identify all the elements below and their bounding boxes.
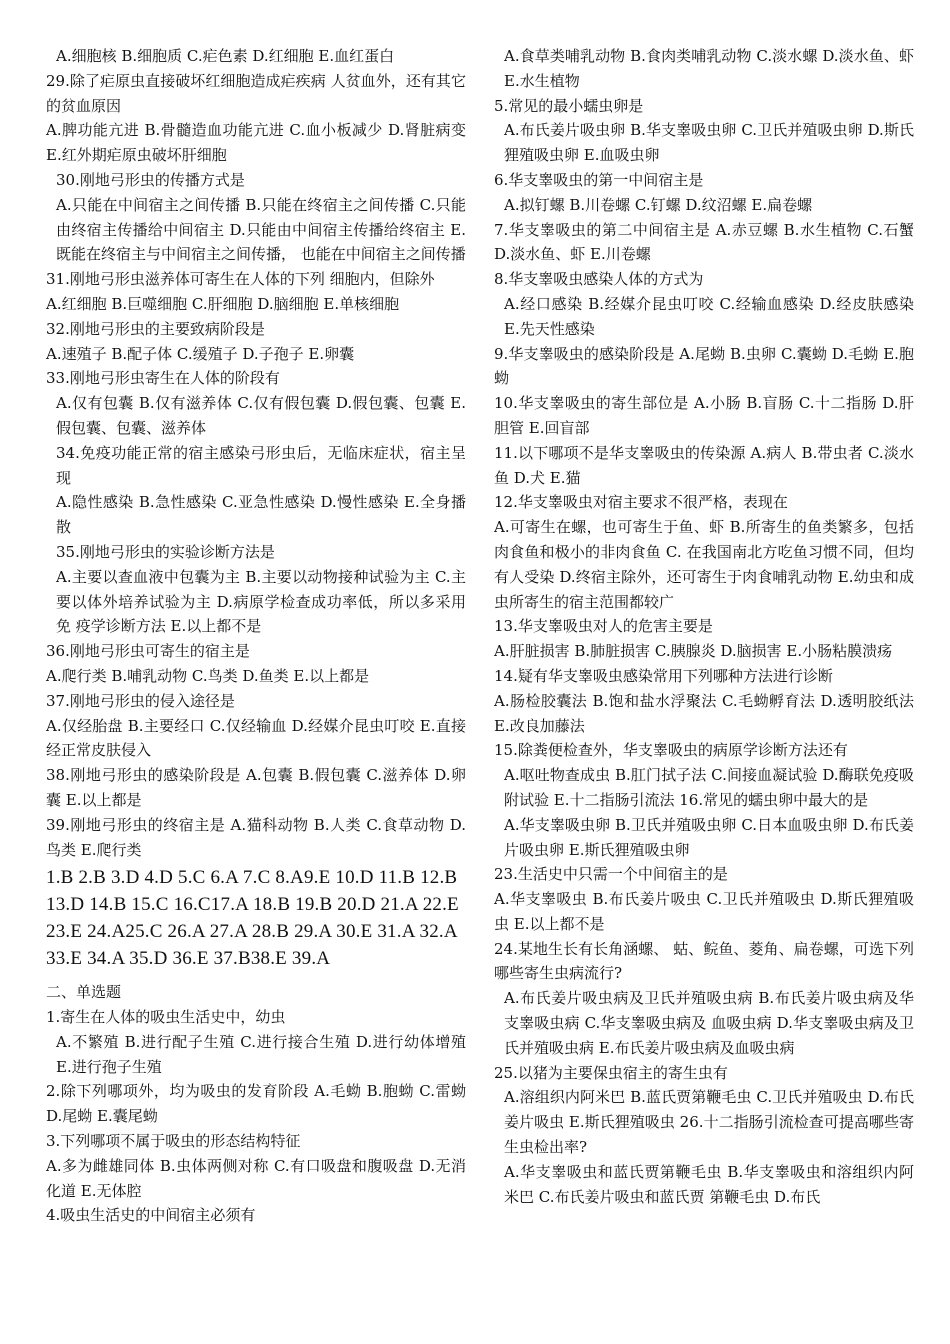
question-paragraph: 36.刚地弓形虫可寄生的宿主是	[46, 642, 250, 661]
question-paragraph: 2.除下列哪项外，均为吸虫的发育阶段 A.毛蚴 B.胞蚴 C.雷蚴 D.尾蚴 E.囊尾蚴	[46, 1082, 466, 1126]
question-paragraph: A.仅经胎盘 B.主要经口 C.仅经输血 D.经媒介昆虫叮咬 E.直接经正常皮肤侵入	[46, 716, 466, 760]
question-paragraph: 12.华支睾吸虫对宿主要求不很严格，表现在	[494, 493, 788, 512]
question-paragraph: A.红细胞 B.巨噬细胞 C.肝细胞 D.脑细胞 E.单核细胞	[46, 294, 400, 313]
question-paragraph: 15.除粪便检查外，华支睾吸虫的病原学诊断方法还有	[494, 741, 848, 760]
question-paragraph: 38.刚地弓形虫的感染阶段是 A.包囊 B.假包囊 C.滋养体 D.卵囊 E.以上都是	[46, 766, 466, 809]
question-paragraph: A.仅有包囊 B.仅有滋养体 C.仅有假包囊 D.假包囊、包囊 E.假包囊、包囊、滋养体	[56, 394, 466, 437]
question-paragraph: 23.生活史中只需一个中间宿主的是	[494, 865, 728, 884]
question-paragraph: 30.刚地弓形虫的传播方式是	[56, 170, 245, 189]
question-paragraph: A.肝脏损害 B.肺脏损害 C.胰腺炎 D.脑损害 E.小肠粘膜溃疡	[494, 642, 893, 661]
question-paragraph: 32.刚地弓形虫的主要致病阶段是	[46, 319, 265, 338]
question-paragraph: 7.华支睾吸虫的第二中间宿主是 A.赤豆螺 B.水生植物 C.石蟹 D.淡水鱼、虾 E.川卷螺	[494, 220, 914, 264]
question-paragraph: A.华支睾吸虫 B.布氏姜片吸虫 C.卫氏并殖吸虫 D.斯氏狸殖吸虫 E.以上都不是	[494, 890, 914, 933]
question-paragraph: 33.刚地弓形虫寄生在人体的阶段有	[46, 369, 280, 388]
question-paragraph: 3.下列哪项不属于吸虫的形态结构特征	[46, 1132, 301, 1151]
question-paragraph: 10.华支睾吸虫的寄生部位是 A.小肠 B.盲肠 C.十二指肠 D.肝胆管 E.回盲部	[494, 394, 914, 437]
question-paragraph: A.经口感染 B.经媒介昆虫叮咬 C.经输血感染 D.经皮肤感染 E.先天性感染	[504, 294, 914, 338]
question-paragraph: A.布氏姜片吸虫病及卫氏并殖吸虫病 B.布氏姜片吸虫病及华支睾吸虫病 C.华支睾吸虫病及 血吸虫病 D.华支睾吸虫病及卫氏并殖吸虫病 E.布氏姜片吸虫病及血吸虫病	[504, 989, 914, 1057]
answer-key: 1.B 2.B 3.D 4.D 5.C 6.A 7.C 8.A9.E 10.D 11.B 12.B 13.D 14.B 15.C 16.C17.A 18.B 19.B 20.D 21.A 22.E 23.E 24.A25.C 26.A 27.A 28.B 29.A 30.E 31.A 32.A33.E 34.A 35.D 36.E 37.B38.E 39.A	[46, 867, 459, 970]
question-paragraph: A.只能在中间宿主之间传播 B.只能在终宿主之间传播 C.只能由终宿主传播给中间宿主 D.只能由中间宿主传播给终宿主 E.既能在终宿主与中间宿主之间传播， 也能在中间宿主之间传播	[56, 195, 466, 264]
right-column	[494, 44, 914, 1209]
question-paragraph: 37.刚地弓形虫的侵入途径是	[46, 691, 235, 710]
question-paragraph: A.溶组织内阿米巴 B.蓝氏贾第鞭毛虫 C.卫氏并殖吸虫 D.布氏姜片吸虫 E.斯氏狸殖吸虫 26.十二指肠引流检查可提高哪些寄生虫检出率?	[504, 1088, 914, 1157]
left-column	[46, 44, 466, 1228]
question-paragraph: 31.刚地弓形虫滋养体可寄生在人体的下列 细胞内，但除外	[46, 270, 435, 289]
question-paragraph: A.肠检胶囊法 B.饱和盐水浮聚法 C.毛蚴孵育法 D.透明胶纸法 E.改良加藤法	[494, 691, 914, 735]
question-paragraph: 9.华支睾吸虫的感染阶段是 A.尾蚴 B.虫卵 C.囊蚴 D.毛蚴 E.胞蚴	[494, 344, 914, 388]
question-paragraph: 8.华支睾吸虫感染人体的方式为	[494, 270, 704, 289]
question-paragraph: A.可寄生在螺，也可寄生于鱼、虾 B.所寄生的鱼类繁多，包括肉食鱼和极小的非肉食鱼 C. 在我国南北方吃鱼习惯不同，但均有人受染 D.终宿主除外，还可寄生于肉食哺乳动物 E.幼虫和成虫所寄生的宿主范围都较广	[494, 518, 914, 611]
question-paragraph: 39.刚地弓形虫的终宿主是 A.猫科动物 B.人类 C.食草动物 D.鸟类 E.爬行类	[46, 815, 466, 859]
question-paragraph: A.华支睾吸虫和蓝氏贾第鞭毛虫 B.华支睾吸虫和溶组织内阿米巴 C.布氏姜片吸虫和蓝氏贾 第鞭毛虫 D.布氏	[504, 1162, 914, 1206]
question-paragraph: A.多为雌雄同体 B.虫体两侧对称 C.有口吸盘和腹吸盘 D.无消化道 E.无体腔	[46, 1156, 466, 1200]
question-paragraph: A.速殖子 B.配子体 C.缓殖子 D.子孢子 E.卵囊	[46, 344, 355, 363]
question-paragraph: 1.寄生在人体的吸虫生活史中，幼虫	[46, 1008, 286, 1027]
question-paragraph: A.隐性感染 B.急性感染 C.亚急性感染 D.慢性感染 E.全身播散	[56, 493, 466, 537]
question-paragraph: A.主要以查血液中包囊为主 B.主要以动物接种试验为主 C.主要以体外培养试验为主 D.病原学检查成功率低，所以多采用免 疫学诊断方法 E.以上都不是	[56, 567, 466, 636]
question-paragraph: 5.常见的最小蠕虫卵是	[494, 96, 644, 115]
question-paragraph: 24.某地生长有长角涵螺、 蛄、鲩鱼、菱角、扁卷螺，可选下列哪些寄生虫病流行?	[494, 939, 914, 983]
question-paragraph: 25.以猪为主要保虫宿主的寄生虫有	[494, 1063, 728, 1082]
question-paragraph: 34.免疫功能正常的宿主感染弓形虫后，无临床症状，宿主呈现	[56, 443, 466, 487]
question-paragraph: 14.疑有华支睾吸虫感染常用下列哪种方法进行诊断	[494, 666, 833, 685]
question-paragraph: A.布氏姜片吸虫卵 B.华支睾吸虫卵 C.卫氏并殖吸虫卵 D.斯氏狸殖吸虫卵 E.血吸虫卵	[504, 121, 914, 165]
question-paragraph: A.食草类哺乳动物 B.食肉类哺乳动物 C.淡水螺 D.淡水鱼、虾 E.水生植物	[504, 47, 914, 90]
question-paragraph: A.细胞核 B.细胞质 C.疟色素 D.红细胞 E.血红蛋白	[56, 47, 395, 65]
question-paragraph: 29.除了疟原虫直接破坏红细胞造成疟疾病 人贫血外，还有其它的贫血原因	[46, 71, 466, 115]
question-paragraph: 11.以下哪项不是华支睾吸虫的传染源 A.病人 B.带虫者 C.淡水鱼 D.犬 E.猫	[494, 443, 914, 487]
question-paragraph: 13.华支睾吸虫对人的危害主要是	[494, 617, 713, 636]
question-paragraph: A.华支睾吸虫卵 B.卫氏并殖吸虫卵 C.日本血吸虫卵 D.布氏姜片吸虫卵 E.斯氏狸殖吸虫卵	[504, 815, 914, 859]
question-paragraph: A.呕吐物查成虫 B.肛门拭子法 C.间接血凝试验 D.酶联免疫吸附试验 E.十二指肠引流法 16.常见的蠕虫卵中最大的是	[504, 766, 914, 809]
question-paragraph: 35.刚地弓形虫的实验诊断方法是	[56, 542, 275, 561]
question-paragraph: 二、单选题	[46, 983, 122, 1002]
question-paragraph: 6.华支睾吸虫的第一中间宿主是	[494, 170, 704, 189]
question-paragraph: A.不繁殖 B.进行配子生殖 C.进行接合生殖 D.进行幼体增殖 E.进行孢子生殖	[56, 1032, 466, 1076]
question-paragraph: 4.吸虫生活史的中间宿主必须有	[46, 1206, 256, 1225]
question-paragraph: A.拟钉螺 B.川卷螺 C.钉螺 D.纹沼螺 E.扁卷螺	[504, 195, 813, 214]
question-paragraph: A.爬行类 B.哺乳动物 C.鸟类 D.鱼类 E.以上都是	[46, 666, 370, 685]
question-paragraph: A.脾功能亢进 B.骨髓造血功能亢进 C.血小板减少 D.肾脏病变 E.红外期疟原虫破坏肝细胞	[46, 121, 466, 165]
